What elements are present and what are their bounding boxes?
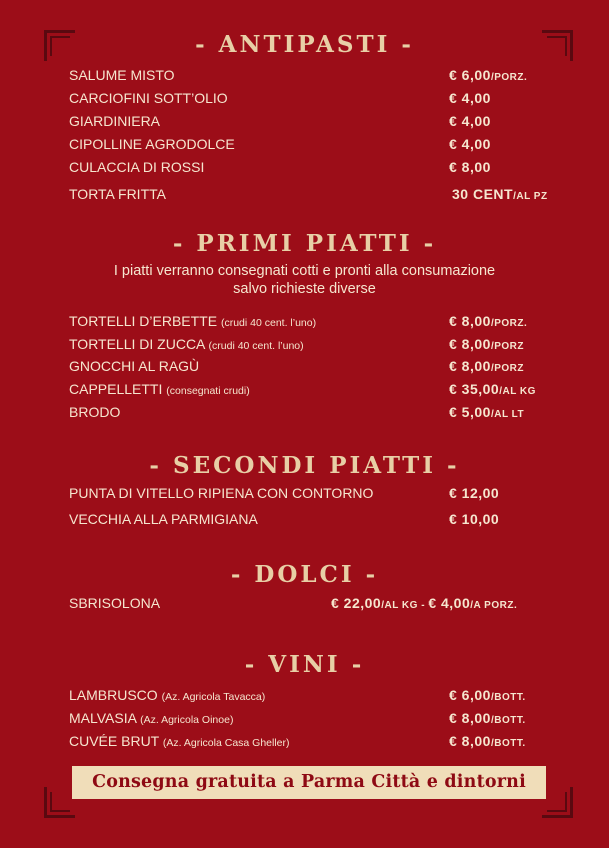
menu-item-price: € 8,00/PORZ	[449, 336, 524, 352]
menu-item-name: PUNTA DI VITELLO RIPIENA CON CONTORNO	[69, 485, 374, 501]
menu-item-name: MALVASIA (Az. Agricola Oinoe)	[69, 710, 234, 726]
menu-item-name: GIARDINIERA	[69, 113, 161, 129]
menu-item-name: CIPOLLINE AGRODOLCE	[69, 136, 235, 152]
menu-item-name: SALUME MISTO	[69, 67, 175, 83]
menu-item-price: € 8,00/PORZ	[449, 358, 524, 374]
menu-item-name: CARCIOFINI SOTT’OLIO	[69, 90, 228, 106]
section-title-antipasti: - ANTIPASTI -	[195, 31, 414, 58]
menu-item-name: SBRISOLONA	[69, 595, 161, 611]
menu-item-price: € 4,00	[449, 113, 491, 129]
menu-item-price: € 8,00	[449, 159, 491, 175]
menu-item-price: 30 CENT/AL PZ	[452, 186, 548, 202]
menu-item-price: € 4,00	[449, 90, 491, 106]
section-title-vini: - VINI -	[244, 651, 365, 678]
section-title-secondi: - SECONDI PIATTI -	[149, 452, 460, 479]
menu-item-name: VECCHIA ALLA PARMIGIANA	[69, 511, 258, 527]
menu-item-name: TORTELLI DI ZUCCA (crudi 40 cent. l’uno)	[69, 336, 304, 352]
menu-item-name: CUVÉE BRUT (Az. Agricola Casa Gheller)	[69, 733, 290, 749]
menu-item-price: € 6,00/BOTT.	[449, 687, 526, 703]
primi-subtitle-line2: salvo richieste diverse	[233, 281, 376, 297]
menu-item-price: € 35,00/AL KG	[449, 381, 536, 397]
menu-item-price: € 10,00	[449, 511, 500, 527]
section-title-dolci: - DOLCI -	[230, 561, 379, 588]
menu-item-name: GNOCCHI AL RAGÙ	[69, 358, 200, 374]
menu-item-name: CAPPELLETTI (consegnati crudi)	[69, 381, 250, 397]
menu-item-price: € 12,00	[449, 485, 500, 501]
corner-ornament-bottom-right-inner	[547, 792, 567, 812]
menu-item-price: € 5,00/AL LT	[449, 404, 525, 420]
menu-item-price: € 8,00/BOTT.	[449, 733, 526, 749]
menu-item-price: € 8,00/BOTT.	[449, 710, 526, 726]
menu-item-price: € 8,00/PORZ.	[449, 313, 528, 329]
menu-item-name: TORTA FRITTA	[69, 186, 166, 202]
section-title-primi: - PRIMI PIATTI -	[172, 230, 437, 257]
menu-item-price: € 22,00/AL KG - € 4,00/A PORZ.	[331, 595, 518, 611]
menu-item-price: € 4,00	[449, 136, 491, 152]
primi-subtitle-line1: I piatti verranno consegnati cotti e pronti alla consumazione	[113, 263, 496, 279]
menu-item-name: BRODO	[69, 404, 121, 420]
menu-item-name: LAMBRUSCO (Az. Agricola Tavacca)	[69, 687, 266, 703]
delivery-banner: Consegna gratuita a Parma Città e dintorni	[72, 766, 546, 799]
corner-ornament-bottom-left-inner	[50, 792, 70, 812]
menu-item-name: TORTELLI D’ERBETTE (crudi 40 cent. l’uno)	[69, 313, 317, 329]
menu-item-price: € 6,00/PORZ.	[449, 67, 528, 83]
menu-item-name: CULACCIA DI ROSSI	[69, 159, 205, 175]
